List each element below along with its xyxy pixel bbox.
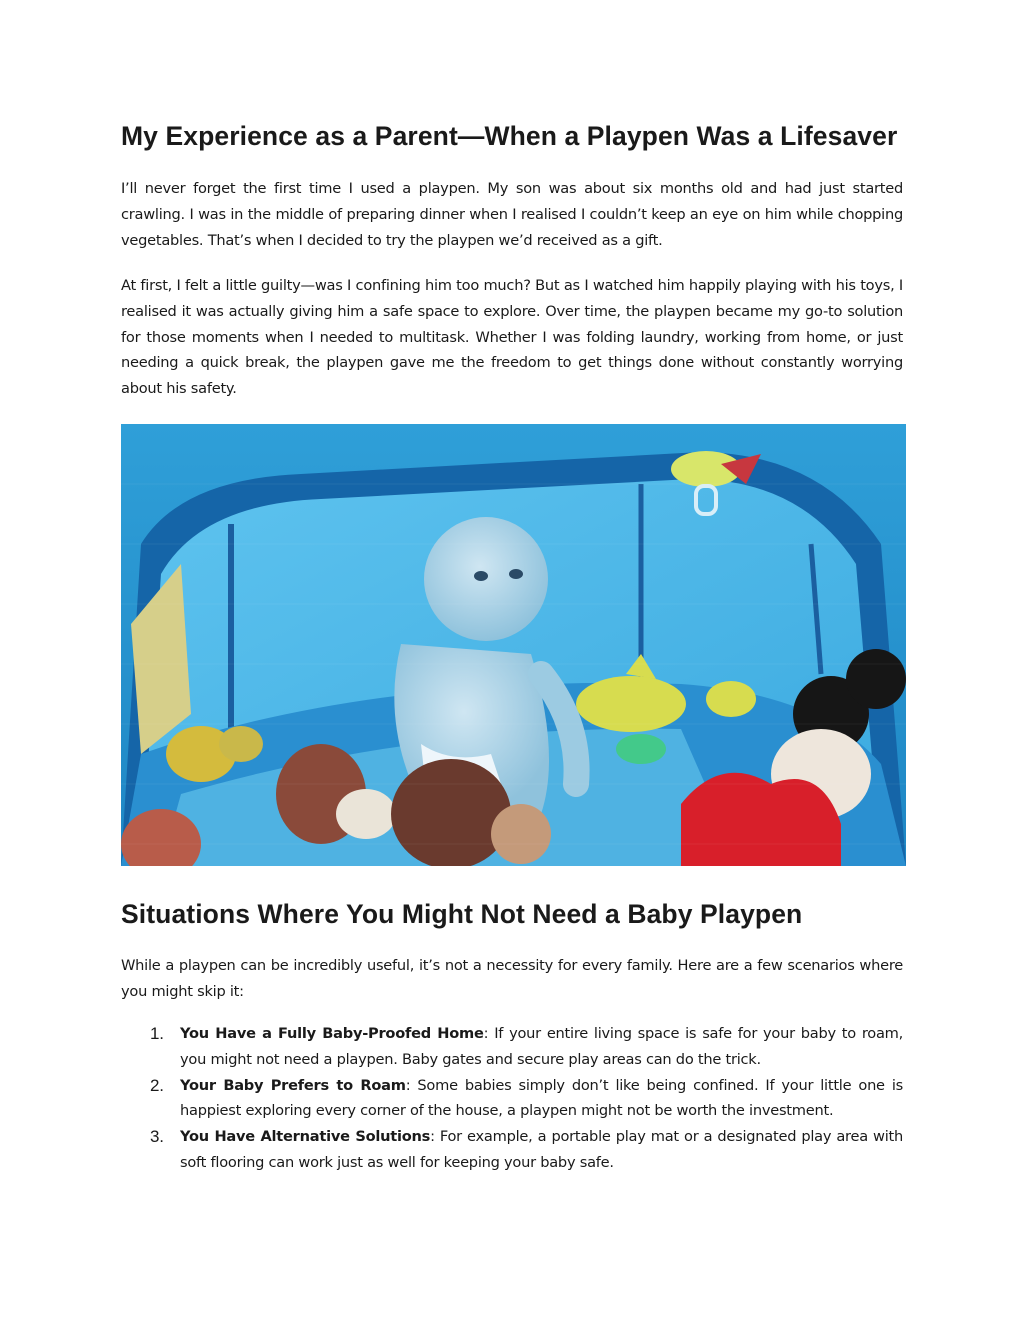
- section-heading-experience: My Experience as a Parent—When a Playpen Was a Lifesaver: [121, 121, 898, 151]
- list-item-title: You Have Alternative Solutions: [180, 1128, 431, 1146]
- list-number: 3.: [150, 1127, 164, 1147]
- list-number: 2.: [150, 1075, 164, 1095]
- list-item-text: : If your entire living space is safe for your baby to roam, you might not need a playpen. Baby gates and secure play areas can do the trick.: [180, 1025, 903, 1068]
- paragraph: I’ll never forget the first time I used a playpen. My son was about six months old and had just started crawling. I was in the middle of preparing dinner when I realised I couldn’t keep an eye on him while chopping vegetables. That’s when I decided to try the playpen we’d received as a gift.: [121, 180, 903, 249]
- list-number: 1.: [150, 1024, 164, 1043]
- list-item-title: You Have a Fully Baby-Proofed Home: [180, 1025, 484, 1042]
- list-item: [121, 1021, 903, 1073]
- list-item: [121, 1073, 903, 1125]
- list-item-title: Your Baby Prefers to Roam: [180, 1076, 406, 1094]
- list-item-text: : For example, a portable play mat or a designated play area with soft flooring can work just as well for keeping your baby safe.: [180, 1128, 903, 1171]
- section-heading-situations: Situations Where You Might Not Need a Baby Playpen: [121, 899, 803, 929]
- baby-in-playpen-photo: [121, 424, 906, 866]
- paragraph: At first, I felt a little guilty—was I confining him too much? But as I watched him happily playing with his toys, I realised it was actually giving him a safe space to explore. Over time, the playpen became my go-to solution for those moments when I needed to multitask. Whether I was folding laundry, working from home, or just needing a quick break, the playpen gave me the freedom to get things done without constantly worrying about his safety.: [121, 277, 903, 398]
- list-item-text: : Some babies simply don’t like being confined. If your little one is happiest exploring every corner of the house, a playpen might not be worth the investment.: [180, 1076, 903, 1120]
- numbered-list: [121, 1021, 903, 1176]
- paragraph: While a playpen can be incredibly useful, it’s not a necessity for every family. Here are a few scenarios where you might skip it:: [121, 957, 903, 1000]
- list-item: [121, 1124, 903, 1176]
